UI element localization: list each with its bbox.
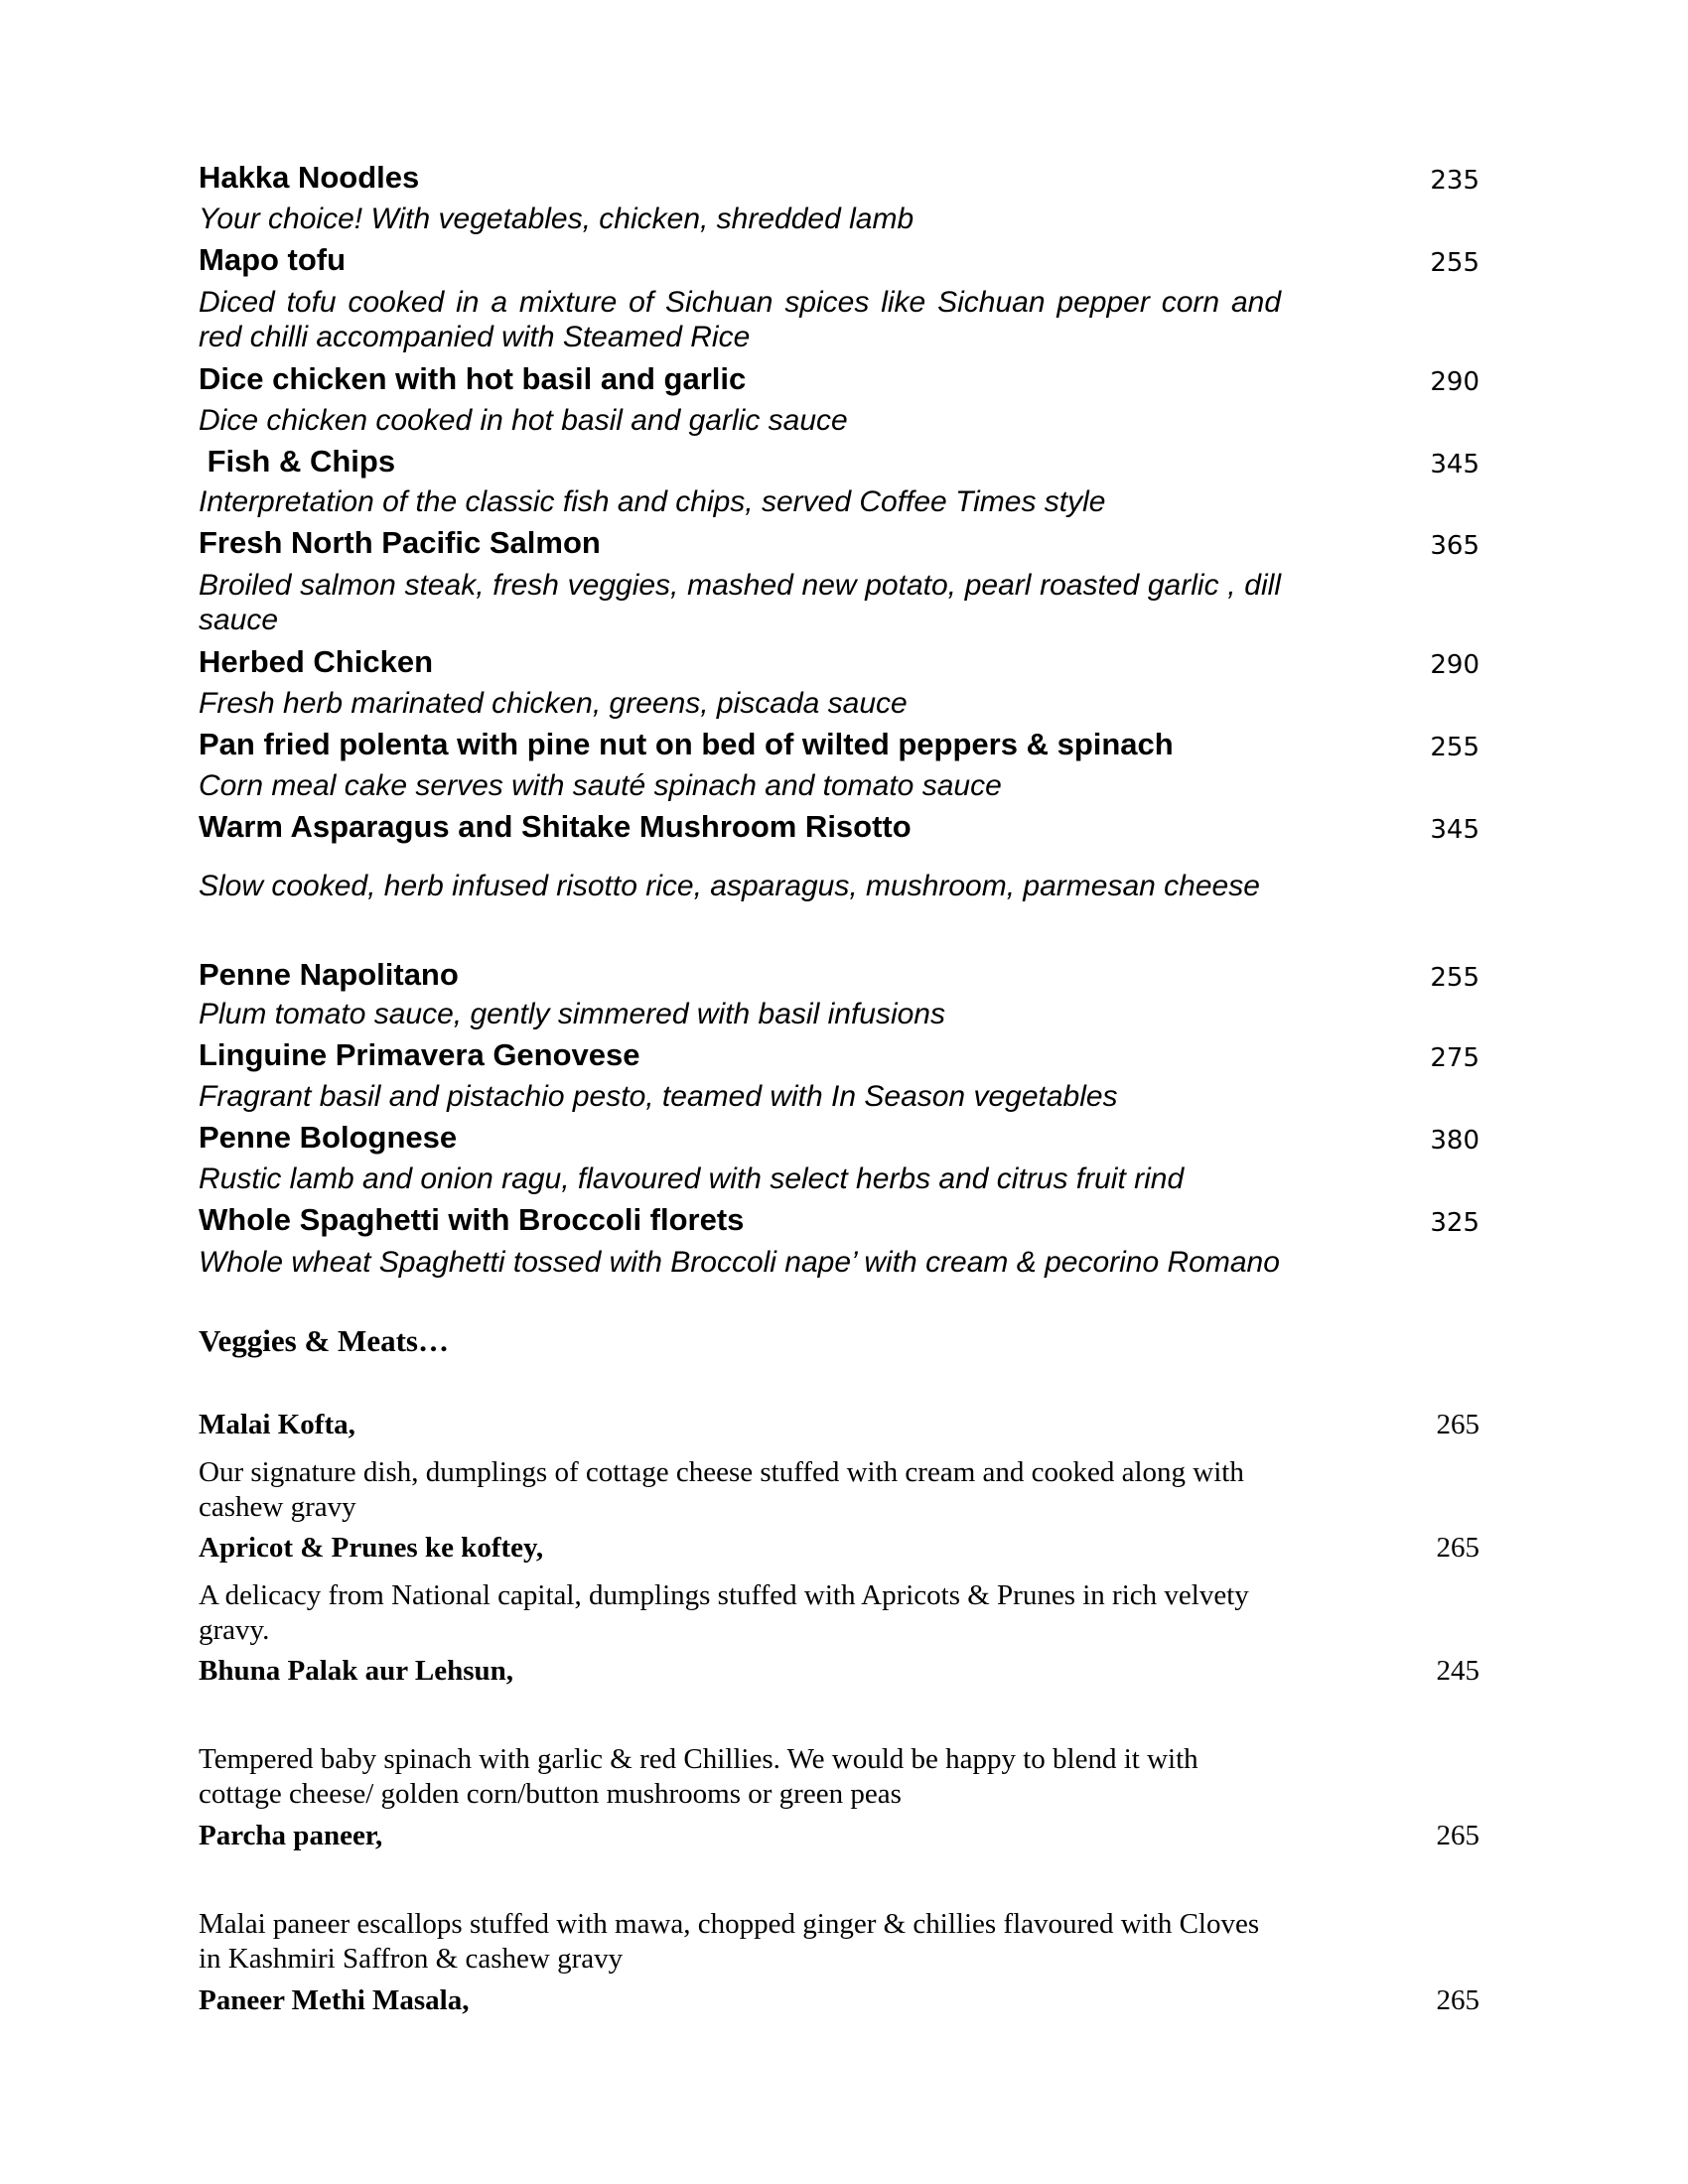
item-description: Rustic lamb and onion ragu, flavoured with select herbs and citrus fruit rind: [199, 1162, 1185, 1195]
item-name: Whole Spaghetti with Broccoli florets: [199, 1202, 745, 1237]
item-price: 365: [1430, 531, 1479, 561]
item-price: 235: [1430, 166, 1479, 196]
item-description: Our signature dish, dumplings of cottage cheese stuffed with cream and cooked along with cashew gravy: [199, 1456, 1244, 1523]
item-price: 345: [1430, 450, 1479, 479]
item-description: Malai paneer escallops stuffed with mawa, chopped ginger & chillies flavoured with Cloves in Kashmiri Saffron & cashew gravy: [199, 1908, 1260, 1975]
item-price: 290: [1430, 650, 1479, 680]
item-name: Penne Napolitano: [199, 957, 459, 992]
item-description: Diced tofu cooked in a mixture of Sichuan spices like Sichuan pepper corn and red chilli accompanied with Steamed Rice: [199, 286, 1281, 353]
item-price: 265: [1436, 1984, 1479, 2016]
item-description: A delicacy from National capital, dumplings stuffed with Apricots & Prunes in rich velvety gravy.: [199, 1579, 1249, 1646]
item-name: Mapo tofu: [199, 242, 347, 277]
item-price: 290: [1430, 367, 1479, 397]
item-price: 275: [1430, 1043, 1479, 1073]
item-name: Fish & Chips: [199, 444, 396, 478]
item-price: 255: [1430, 248, 1479, 278]
item-description: Broiled salmon steak, fresh veggies, mashed new potato, pearl roasted garlic , dill sauce: [199, 569, 1281, 636]
item-price: 265: [1436, 1532, 1479, 1564]
item-name: Paneer Methi Masala,: [199, 1984, 470, 2016]
item-price: 255: [1430, 963, 1479, 993]
item-name: Apricot & Prunes ke koftey,: [199, 1532, 544, 1564]
item-description: Plum tomato sauce, gently simmered with basil infusions: [199, 998, 945, 1030]
item-name: Malai Kofta,: [199, 1409, 355, 1440]
item-description: Interpretation of the classic fish and chips, served Coffee Times style: [199, 485, 1106, 518]
item-name: Hakka Noodles: [199, 160, 420, 195]
item-price: 245: [1436, 1655, 1479, 1687]
item-name: Penne Bolognese: [199, 1120, 458, 1155]
item-price: 255: [1430, 733, 1479, 762]
item-price: 380: [1430, 1126, 1479, 1156]
item-description: Dice chicken cooked in hot basil and garlic sauce: [199, 404, 848, 437]
item-description: Corn meal cake serves with sauté spinach and tomato sauce: [199, 769, 1002, 802]
item-description: Slow cooked, herb infused risotto rice, asparagus, mushroom, parmesan cheese: [199, 870, 1260, 902]
item-description: Tempered baby spinach with garlic & red Chillies. We would be happy to blend it with cottage cheese/ golden corn/button mushrooms or green peas: [199, 1743, 1198, 1810]
item-name: Fresh North Pacific Salmon: [199, 525, 601, 560]
item-description: Your choice! With vegetables, chicken, shredded lamb: [199, 203, 914, 235]
item-description: Fresh herb marinated chicken, greens, piscada sauce: [199, 687, 908, 720]
item-description: Fragrant basil and pistachio pesto, teamed with In Season vegetables: [199, 1080, 1118, 1113]
item-name: Pan fried polenta with pine nut on bed of wilted peppers & spinach: [199, 727, 1174, 761]
item-name: Herbed Chicken: [199, 644, 434, 679]
item-price: 265: [1436, 1820, 1479, 1851]
section-heading: Veggies & Meats…: [199, 1323, 449, 1358]
item-price: 265: [1436, 1409, 1479, 1440]
item-name: Parcha paneer,: [199, 1820, 383, 1851]
item-name: Warm Asparagus and Shitake Mushroom Risotto: [199, 809, 912, 844]
item-description: Whole wheat Spaghetti tossed with Broccoli nape’ with cream & pecorino Romano: [199, 1246, 1280, 1279]
item-name: Linguine Primavera Genovese: [199, 1037, 640, 1072]
item-name: Dice chicken with hot basil and garlic: [199, 361, 747, 396]
item-price: 345: [1430, 815, 1479, 845]
item-price: 325: [1430, 1208, 1479, 1238]
item-name: Bhuna Palak aur Lehsun,: [199, 1655, 513, 1687]
